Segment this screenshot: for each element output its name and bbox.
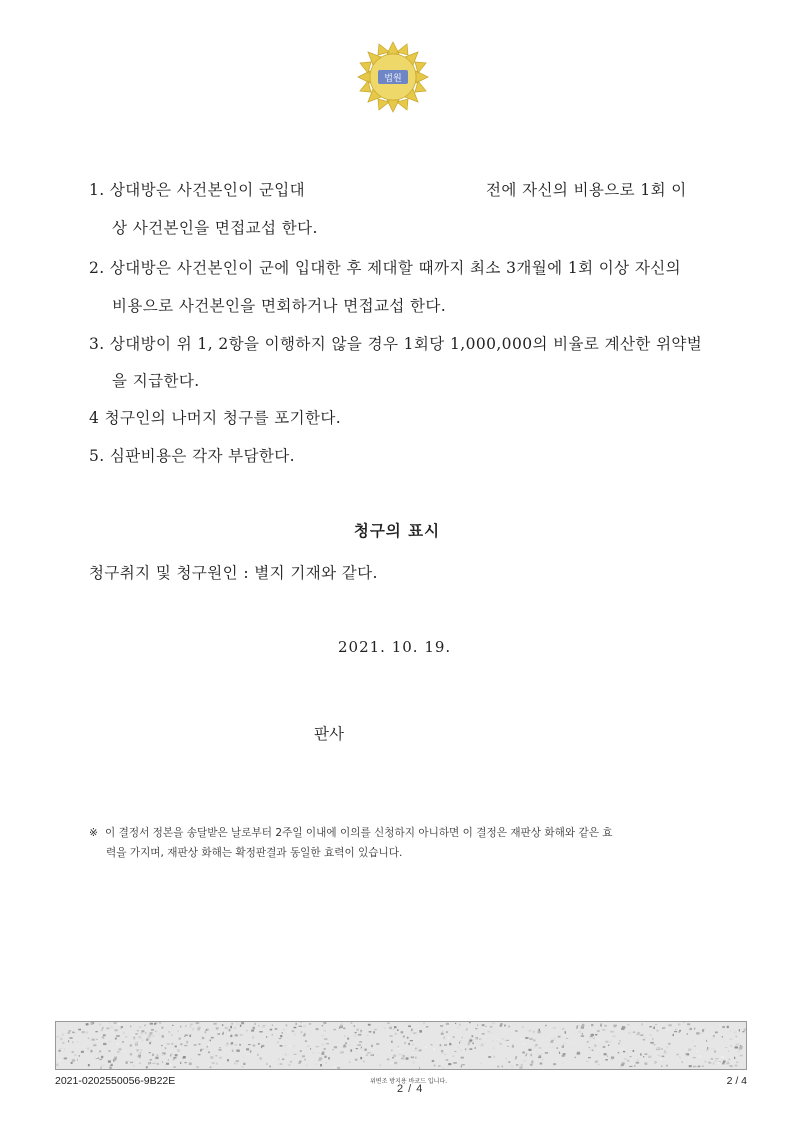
- order-5: 5. 심판비용은 각자 부담한다.: [89, 447, 296, 465]
- order-2-line-1: 2. 상대방은 사건본인이 군에 입대한 후 제대할 때까지 최소 3개월에 1회 이상 자신의: [89, 259, 681, 277]
- order-3-line-1: 3. 상대방이 위 1, 2항을 이행하지 않을 경우 1회당 1,000,000의 비율로 계산한 위약벌: [89, 335, 703, 353]
- claim-text: 청구취지 및 청구원인 : 별지 기재와 같다.: [89, 564, 378, 582]
- judge-label: 판사: [314, 725, 344, 743]
- claim-heading: 청구의 표시: [353, 522, 441, 540]
- anti-forgery-barcode-band: [55, 1021, 747, 1070]
- page-number-right: 2 / 4: [726, 1075, 747, 1087]
- notice-mark: ※: [89, 827, 98, 839]
- barcode-pattern: [56, 1022, 746, 1069]
- page-number-center: 2 / 4: [397, 1083, 424, 1095]
- order-1-line-1-right: 전에 자신의 비용으로 1회 이: [486, 181, 687, 199]
- decision-date: 2021. 10. 19.: [338, 638, 452, 656]
- document-id: 2021-0202550056-9B22E: [55, 1075, 176, 1087]
- order-3-line-2: 을 지급한다.: [112, 372, 200, 390]
- seal-label: 법원: [384, 74, 402, 84]
- notice-line-1: 이 결정서 정본을 송달받은 날로부터 2주일 이내에 이의를 신청하지 아니하면 이 결정은 재판상 화해와 같은 효: [105, 827, 613, 839]
- order-4: 4 청구인의 나머지 청구를 포기한다.: [89, 409, 342, 427]
- notice-line-2: 력을 가지며, 재판상 화해는 확정판결과 동일한 효력이 있습니다.: [106, 847, 403, 859]
- barcode-note: 위변조 방지용 바코드 입니다.: [370, 1078, 448, 1085]
- order-1-line-2: 상 사건본인을 면접교섭 한다.: [112, 219, 318, 237]
- order-1-line-1-left: 1. 상대방은 사건본인이 군입대: [89, 181, 306, 199]
- order-2-line-2: 비용으로 사건본인을 면회하거나 면접교섭 한다.: [112, 297, 447, 315]
- court-seal-logo: [356, 40, 430, 114]
